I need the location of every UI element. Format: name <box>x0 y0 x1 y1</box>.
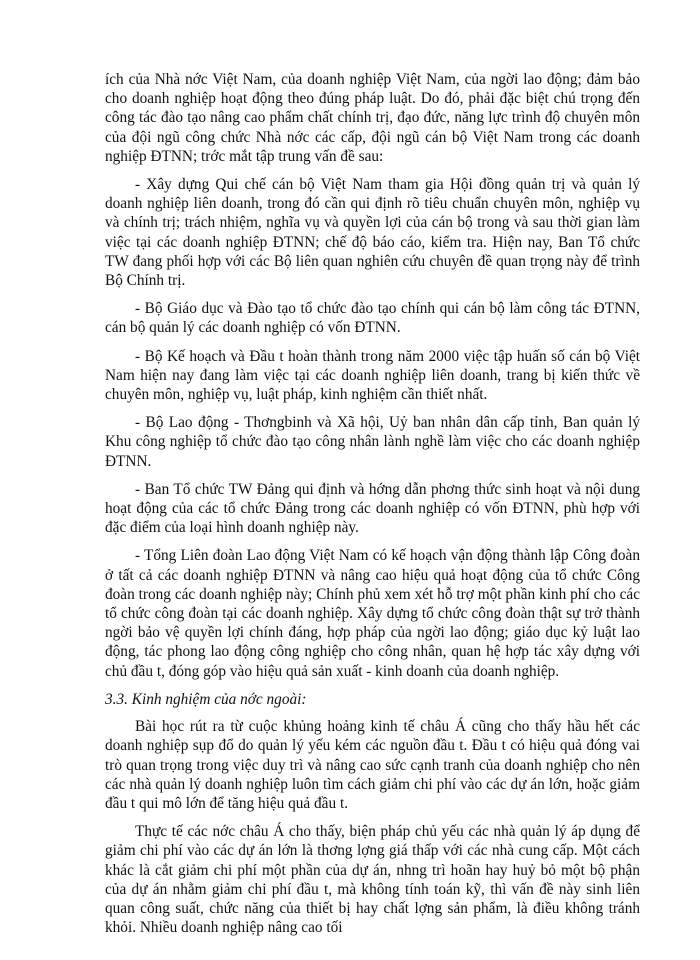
body-paragraph: Bài học rút ra từ cuộc khủng hoảng kinh tế châu Á cũng cho thấy hầu hết các doanh nghiệp sụp đổ do quản lý yếu kém các nguồn đầu t. Đầu t có hiệu quả đóng vai trò quan trọng trong việc duy trì và nâng cao sức cạnh tranh của doanh nghiệp cho nên các nhà quản lý doanh nghiệp luôn tìm cách giảm chi phí vào các dự án lớn, hoặc giảm đầu t qui mô lớn để tăng hiệu quả đầu t. <box>105 718 640 812</box>
list-item: - Tổng Liên đoàn Lao động Việt Nam có kế hoạch vận động thành lập Công đoàn ở tất cả các doanh nghiệp ĐTNN và nâng cao hiệu quả hoạt động của tổ chức Công đoàn trong các doanh nghiệp này; Chính phủ xem xét hỗ trợ một phần kinh phí cho các tổ chức công đoàn tại các doanh nghiệp. Xây dựng tổ chức công đoàn thật sự trở thành ngời bảo vệ quyền lợi chính đáng, hợp pháp của ngời lao động; giáo dục kỷ luật lao động, tác phong lao động công nghiệp cho công nhân, quan hệ hợp tác xây dựng với chủ đầu t, đóng góp vào hiệu quả sản xuất - kinh doanh của doanh nghiệp. <box>105 547 640 680</box>
list-item: - Bộ Kế hoạch và Đầu t hoàn thành trong năm 2000 việc tập huấn số cán bộ Việt Nam hiện nay đang làm việc tại các doanh nghiệp liên doanh, trang bị kiến thức về chuyên môn, nghiệp vụ, luật pháp, kinh nghiệm cần thiết nhất. <box>105 347 640 404</box>
body-paragraph: Thực tế các nớc châu Á cho thấy, biện pháp chủ yếu các nhà quản lý áp dụng để giảm chi phí vào các dự án lớn là thơng lợng giá thấp với các nhà cung cấp. Một cách khác là cắt giảm chi phí một phần của dự án, nhng trì hoãn hay huỷ bỏ một bộ phận của dự án nhằm giảm chi phí đầu t, mà không tính toán kỹ, thì vấn đề này sinh liên quan công suất, chức năng của thiết bị hay chất lợng sản phẩm, là điều không tránh khỏi. Nhiều doanh nghiệp nâng cao tối <box>105 823 640 937</box>
section-heading: 3.3. Kinh nghiệm của nớc ngoài: <box>105 690 307 708</box>
list-item: - Bộ Lao động - Thơngbinh và Xã hội, Uỷ ban nhân dân cấp tỉnh, Ban quản lý Khu công nghiệp tổ chức đào tạo công nhân lành nghề làm việc cho các doanh nghiệp ĐTNN. <box>105 414 640 470</box>
body-paragraph: ích của Nhà nớc Việt Nam, của doanh nghiệp Việt Nam, của ngời lao động; đảm bảo cho doanh nghiệp hoạt động theo đúng pháp luật. Do đó, phải đặc biệt chú trọng đến công tác đào tạo nâng cao phẩm chất chính trị, đạo đức, năng lực trình độ chuyên môn của đội ngũ công chức Nhà nớc các cấp, đội ngũ cán bộ Việt Nam trong các doanh nghiệp ĐTNN; trớc mắt tập trung vấn đề sau: <box>105 71 640 165</box>
list-item: - Bộ Giáo dục và Đào tạo tổ chức đào tạo chính qui cán bộ làm công tác ĐTNN, cán bộ quản lý các doanh nghiệp có vốn ĐTNN. <box>105 300 640 337</box>
list-item: - Ban Tổ chức TW Đảng qui định và hớng dẫn phơng thức sinh hoạt và nội dung hoạt động của các tổ chức Đảng trong các doanh nghiệp có vốn ĐTNN, phù hợp với đặc điểm của loại hình doanh nghiệp này. <box>105 480 640 537</box>
list-item: - Xây dựng Qui chế cán bộ Việt Nam tham gia Hội đồng quản trị và quản lý doanh nghiệp liên doanh, trong đó cần qui định rõ tiêu chuẩn chuyên môn, nghiệp vụ và chính trị; trách nhiệm, nghĩa vụ và quyền lợi của cán bộ trong và sau thời gian làm việc tại các doanh nghiệp ĐTNN; chế độ báo cáo, kiểm tra. Hiện nay, Ban Tổ chức TW đang phối hợp với các Bộ liên quan nghiên cứu chuyên đề quan trọng này để trình Bộ Chính trị. <box>105 176 640 290</box>
